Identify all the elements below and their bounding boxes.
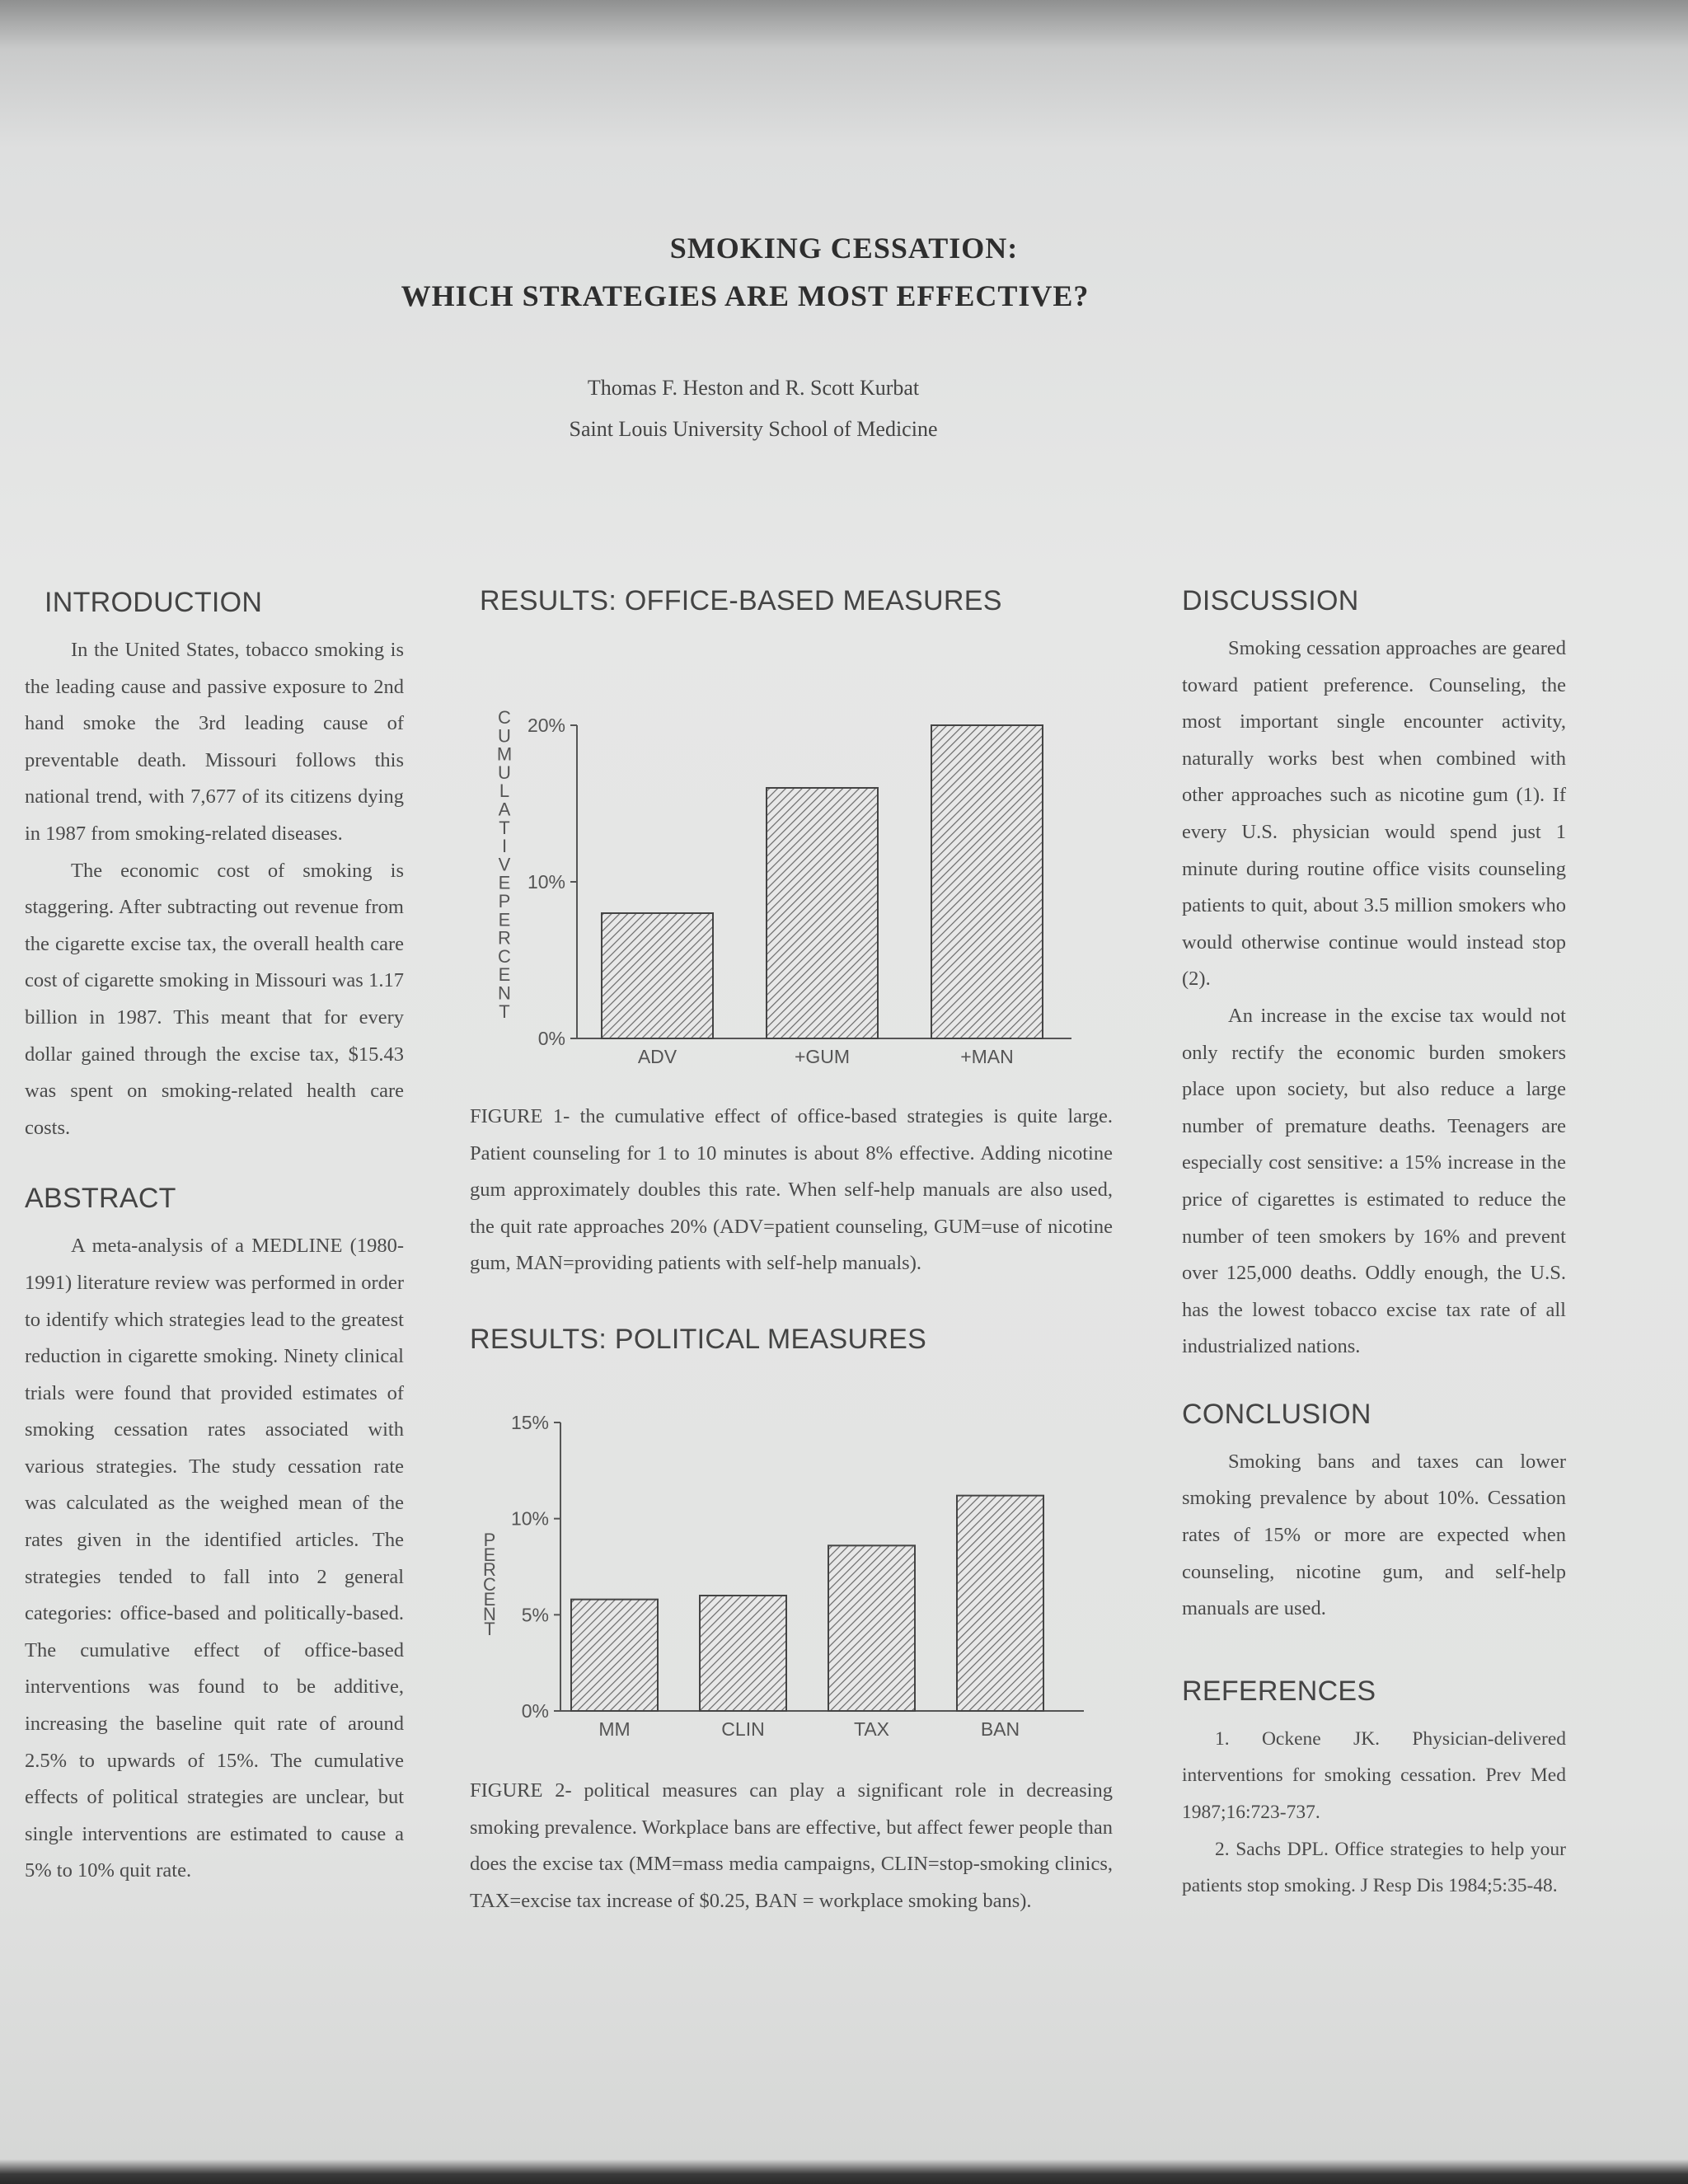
y-tick-label: 15% (510, 1411, 549, 1433)
y-axis-label-letter: A (498, 799, 511, 820)
middle-column (470, 585, 1113, 1919)
figure-1-caption: FIGURE 1- the cumulative effect of office-based strategies is quite large. Patient counseling for 1 to 10 minutes is about 8% effective. Adding nicotine gum approximately doubles this rate. When self-help manuals are also used, the quit rate approaches 20% (ADV=patient counseling, GUM=use of nicotine gum, MAN=providing patients with self-help manuals). (470, 1105, 1113, 1275)
right-column (1182, 585, 1566, 1905)
y-axis-label-letter: C (483, 1573, 496, 1595)
y-axis-label-letter: I (501, 836, 508, 857)
discussion-paragraph: Smoking cessation approaches are geared toward patient preference. Counseling, the most important single encounter activity, naturally works best when combined with other approaches such as nicotine gum (1). If every U.S. physician would spend just 1 minute during routine office visits counseling patients to quit, about 3.5 million smokers who would otherwise continue would instead stop (2). (1182, 637, 1566, 991)
y-tick-label: 0% (537, 1028, 565, 1049)
introduction-heading: INTRODUCTION (45, 587, 263, 618)
introduction-section (25, 587, 404, 1146)
y-axis-label-letter: R (498, 927, 511, 949)
introduction-paragraph: In the United States, tobacco smoking is the leading cause and passive exposure to 2nd hand smoke the 3rd leading cause of preventable death. Missouri follows this national trend, with 7,677 of its citizens dying in 1987 from smoking-related diseases. (25, 639, 404, 845)
y-axis-label-letter: T (484, 1618, 495, 1639)
y-axis-label-letter: E (498, 872, 511, 893)
introduction-paragraph: The economic cost of smoking is staggering. After subtracting out revenue from the cigarette excise tax, the overall health care cost of cigarette smoking in Missouri was 1.17 billion in 1987. This meant that for every dollar gained through the excise tax, $15.43 was spent on smoking-related health care costs. (25, 859, 404, 1139)
office-measures-bar-chart (470, 630, 1113, 1092)
y-axis-label-letter: U (498, 725, 511, 747)
abstract-paragraph: A meta-analysis of a MEDLINE (1980-1991) literature review was performed in order to identify which strategies lead to the greatest reduction in cigarette smoking. Ninety clinical trials were found that provided estimates of smoking cessation rates associated with various strategies. The study cessation rate was calculated as the weighed mean of the rates given in the identified articles. The strategies tended to fall into 2 general categories: office-based and politically-based. The cumulative effect of office-based interventions was found to be additive, increasing the baseline quit rate of around 2.5% to upwards of 15%. The cumulative effects of political strategies are unclear, but single interventions are estimated to cause a 5% to 10% quit rate. (25, 1235, 404, 1882)
abstract-heading: ABSTRACT (25, 1183, 176, 1215)
bar-clin (700, 1596, 786, 1711)
conclusion-section (1182, 1399, 1566, 1628)
political-measures-bar-chart (470, 1369, 1113, 1773)
y-axis-label-letter: E (498, 964, 511, 986)
y-axis-label-letter: C (498, 707, 511, 728)
y-axis-label-letter: T (499, 817, 510, 838)
x-tick-label: CLIN (721, 1718, 765, 1740)
y-axis-label-letter: N (498, 982, 511, 1004)
y-tick-label: 10% (527, 871, 565, 893)
y-axis-label-letter: N (483, 1603, 496, 1624)
y-axis-label-letter: E (483, 1544, 496, 1565)
bar-plus-gum (767, 788, 878, 1038)
y-axis-label-letter: U (498, 762, 511, 783)
y-axis-label-letter: C (498, 945, 511, 967)
y-tick-label: 20% (527, 715, 565, 736)
results-office-section (470, 585, 1113, 1282)
paper-title-line-1: SMOKING CESSATION: (669, 232, 1019, 265)
results-office-heading: RESULTS: OFFICE-BASED MEASURES (480, 585, 1002, 616)
references-section (1182, 1675, 1566, 1905)
x-tick-label: +MAN (960, 1046, 1014, 1067)
abstract-section (25, 1183, 404, 1890)
authors: Thomas F. Heston and R. Scott Kurbat (587, 376, 920, 400)
y-axis-label-letter: M (496, 743, 513, 765)
bar-tax (828, 1545, 915, 1711)
affiliation: Saint Louis University School of Medicine (569, 417, 938, 441)
bar-ban (957, 1496, 1043, 1711)
discussion-paragraph: An increase in the excise tax would not only rectify the economic burden smokers place upon society, but also reduce a large number of premature deaths. Teenagers are especially cost sensitive: a 15% increase in the price of cigarettes is estimated to reduce the number of teen smokers by 16% and prevent over 125,000 deaths. Oddly enough, the U.S. has the lowest tobacco excise tax rate of all industrialized nations. (1182, 1004, 1566, 1358)
discussion-section (1182, 585, 1566, 1366)
y-axis-label-letter: P (498, 891, 511, 912)
y-axis-label-letter: E (498, 909, 511, 930)
y-axis-label-letter: E (483, 1588, 496, 1610)
reference-item: 2. Sachs DPL. Office strategies to help your patients stop smoking. J Resp Dis 1984;5:35-48. (1182, 1838, 1566, 1897)
conclusion-heading: CONCLUSION (1182, 1398, 1372, 1430)
paper-title-line-2: WHICH STRATEGIES ARE MOST EFFECTIVE? (401, 279, 1090, 312)
x-tick-label: TAX (853, 1718, 890, 1740)
conclusion-paragraph: Smoking bans and taxes can lower smoking prevalence by about 10%. Cessation rates of 15% or more are expected when counseling, nicotine gum, and self-help manuals are used. (1182, 1450, 1566, 1620)
x-tick-label: MM (598, 1718, 631, 1740)
y-axis-label-letter: R (483, 1558, 496, 1580)
bar-plus-man (931, 725, 1043, 1038)
y-tick-label: 10% (510, 1507, 549, 1530)
x-tick-label: BAN (980, 1718, 1020, 1740)
x-tick-label: +GUM (794, 1046, 851, 1067)
references-heading: REFERENCES (1182, 1675, 1376, 1707)
bar-adv (602, 913, 713, 1038)
y-axis-label-letter: V (498, 854, 511, 875)
results-political-heading: RESULTS: POLITICAL MEASURES (470, 1323, 927, 1355)
x-tick-label: ADV (637, 1046, 678, 1067)
results-political-section (470, 1324, 1113, 1919)
y-axis-label-letter: P (483, 1529, 496, 1550)
y-axis-label-letter: T (499, 1001, 510, 1022)
y-tick-label: 0% (521, 1699, 549, 1722)
discussion-heading: DISCUSSION (1182, 585, 1359, 616)
reference-item: 1. Ockene JK. Physician-delivered interventions for smoking cessation. Prev Med 1987;16:723-737. (1182, 1727, 1566, 1824)
bar-mm (571, 1600, 658, 1711)
y-axis-label-letter: L (499, 780, 510, 802)
y-tick-label: 5% (521, 1604, 549, 1626)
left-column (25, 587, 404, 1890)
figure-2-caption: FIGURE 2- political measures can play a significant role in decreasing smoking prevalence. Workplace bans are effective, but affect fewer people than does the excise tax (MM=mass media campaigns, CLIN=stop-smoking clinics, TAX=excise tax increase of $0.25, BAN = workplace smoking bans). (470, 1779, 1113, 1912)
